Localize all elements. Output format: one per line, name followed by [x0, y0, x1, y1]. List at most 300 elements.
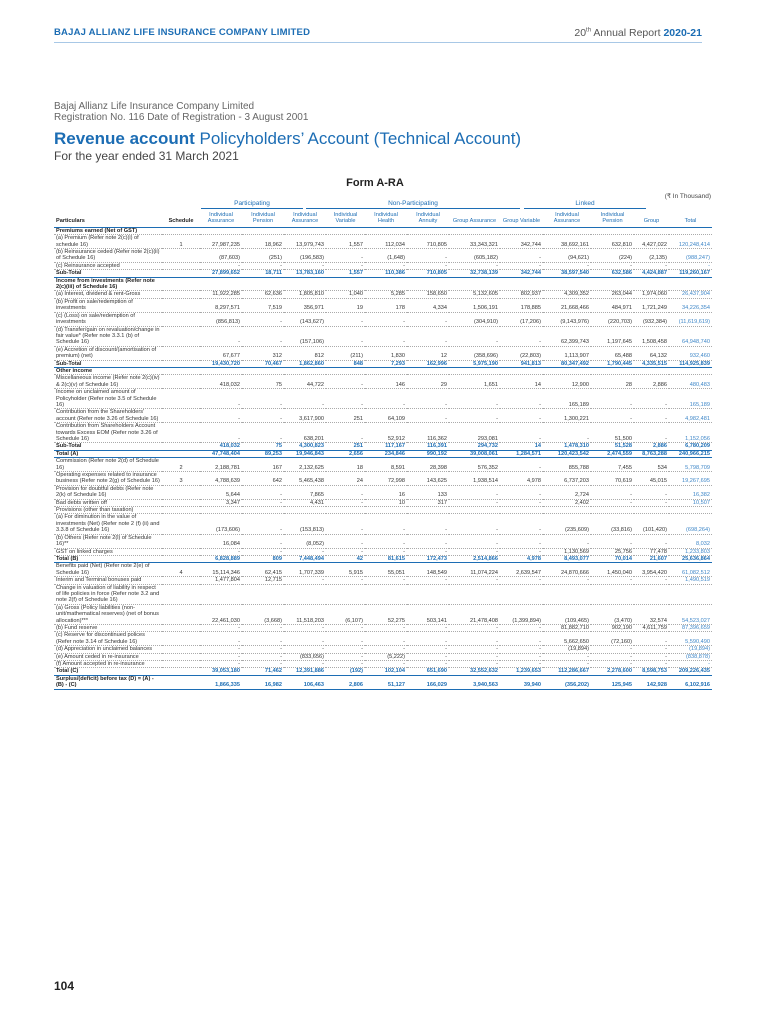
table-cell: - [449, 548, 500, 555]
table-cell: 114,925,839 [669, 360, 712, 367]
table-cell: 5,798,709 [669, 458, 712, 472]
table-cell: - [407, 646, 449, 653]
row-schedule [162, 653, 200, 660]
row-schedule [162, 450, 200, 457]
row-label: Contribution from Shareholders Account towards Excess EOM (Refer note 3.26 of Schedule 16) [54, 423, 162, 443]
table-cell [669, 584, 712, 604]
table-cell: 45,015 [634, 472, 669, 486]
table-cell: 10 [365, 499, 407, 506]
table-cell: 70,014 [591, 555, 634, 562]
table-cell: 802,937 [500, 291, 543, 298]
table-row [54, 555, 712, 562]
table-cell: 7,448,494 [284, 555, 326, 562]
table-cell: - [326, 632, 365, 646]
col-header: Individual Assurance [200, 212, 242, 227]
table-cell: - [449, 534, 500, 548]
table-cell [449, 367, 500, 374]
row-label: Total (C) [54, 668, 162, 675]
table-cell: - [449, 262, 500, 269]
table-cell: 1,508,458 [634, 326, 669, 346]
table-cell: 47,748,404 [200, 450, 242, 457]
table-cell: - [284, 577, 326, 584]
table-cell: - [591, 577, 634, 584]
table-cell: (11,619,619) [669, 312, 712, 326]
row-schedule [162, 485, 200, 499]
table-cell: 89,253 [242, 450, 284, 457]
table-cell: - [591, 661, 634, 668]
table-cell: - [634, 632, 669, 646]
table-cell: 312 [242, 346, 284, 360]
table-cell: 39,008,061 [449, 450, 500, 457]
table-cell: 855,788 [543, 458, 591, 472]
table-cell: 18,962 [242, 235, 284, 249]
table-row [54, 661, 712, 668]
table-cell: 116,362 [407, 423, 449, 443]
table-cell: - [500, 577, 543, 584]
table-cell: 342,744 [500, 270, 543, 277]
table-cell: 1,284,571 [500, 450, 543, 457]
table-cell: 120,423,542 [543, 450, 591, 457]
table-cell: - [326, 485, 365, 499]
row-label: (b) Fund reserve [54, 624, 162, 631]
table-cell: 12,391,886 [284, 668, 326, 675]
row-schedule [162, 367, 200, 374]
table-cell: - [242, 312, 284, 326]
table-cell: - [326, 249, 365, 263]
table-cell: 1,862,860 [284, 360, 326, 367]
table-cell: 5,662,650 [543, 632, 591, 646]
table-cell: 165,189 [669, 389, 712, 409]
table-cell: 112,034 [365, 235, 407, 249]
table-cell: - [326, 646, 365, 653]
header-report-title: 20th Annual Report 2020-21 [574, 27, 702, 39]
table-cell: - [591, 499, 634, 506]
table-cell: 1,506,191 [449, 298, 500, 312]
table-cell: 64,109 [365, 409, 407, 423]
table-cell: 1,938,514 [449, 472, 500, 486]
row-schedule [162, 312, 200, 326]
table-cell: 77,478 [634, 548, 669, 555]
table-cell: 21,478,408 [449, 604, 500, 624]
table-cell: 15,114,346 [200, 563, 242, 577]
table-cell: 3,954,420 [634, 563, 669, 577]
table-cell: - [449, 409, 500, 423]
table-cell: 67,677 [200, 346, 242, 360]
table-cell: - [284, 389, 326, 409]
group-linked: Linked [524, 200, 646, 209]
table-cell: - [365, 389, 407, 409]
table-cell: 1,197,645 [591, 326, 634, 346]
table-row [54, 277, 712, 291]
table-cell: 110,386 [365, 270, 407, 277]
table-cell [284, 584, 326, 604]
table-cell: 12,715 [242, 577, 284, 584]
table-cell: - [449, 624, 500, 631]
table-cell: - [326, 624, 365, 631]
row-schedule [162, 375, 200, 389]
table-row [54, 409, 712, 423]
table-cell: 1,300,221 [543, 409, 591, 423]
table-cell: (251) [242, 249, 284, 263]
table-cell: 133 [407, 485, 449, 499]
row-label: (c) (Loss) on sale/redemption of investments [54, 312, 162, 326]
table-cell: 5,644 [200, 485, 242, 499]
row-label: Provision for doubtful debts (Refer note 2(k) of Schedule 16) [54, 485, 162, 499]
table-cell: 7,519 [242, 298, 284, 312]
row-label: (b) Profit on sale/redemption of investments [54, 298, 162, 312]
table-cell: 263,044 [591, 291, 634, 298]
col-header: Individual Health [365, 212, 407, 227]
table-cell: (157,106) [284, 326, 326, 346]
table-cell [591, 367, 634, 374]
row-schedule [162, 661, 200, 668]
table-cell: 8,032 [669, 534, 712, 548]
table-cell: 1,450,040 [591, 563, 634, 577]
table-cell: - [500, 249, 543, 263]
table-cell: 29 [407, 375, 449, 389]
table-row [54, 443, 712, 450]
table-cell: 34,226,354 [669, 298, 712, 312]
table-cell: - [407, 548, 449, 555]
table-row [54, 270, 712, 277]
table-cell: 167 [242, 458, 284, 472]
table-cell [284, 507, 326, 514]
table-cell: 62,636 [242, 291, 284, 298]
table-cell: 11,074,224 [449, 563, 500, 577]
table-cell: - [407, 577, 449, 584]
table-cell: - [326, 548, 365, 555]
table-cell: 1,651 [449, 375, 500, 389]
table-cell [500, 584, 543, 604]
table-cell: 81,882,710 [543, 624, 591, 631]
table-cell: - [407, 409, 449, 423]
table-cell: (2,135) [634, 249, 669, 263]
table-cell [407, 584, 449, 604]
table-cell: 638,201 [284, 423, 326, 443]
table-cell: 38,597,540 [543, 270, 591, 277]
group-non-participating: Non-Participating [306, 200, 520, 209]
table-cell [669, 277, 712, 291]
table-cell: 710,805 [407, 270, 449, 277]
table-cell: 62,399,743 [543, 326, 591, 346]
table-cell: 651,690 [407, 668, 449, 675]
table-cell: 5,132,605 [449, 291, 500, 298]
table-cell: 6,828,889 [200, 555, 242, 562]
table-cell: (72,160) [591, 632, 634, 646]
table-cell [242, 507, 284, 514]
table-cell: (988,247) [669, 249, 712, 263]
table-cell: 356,971 [284, 298, 326, 312]
table-cell: 4,334 [407, 298, 449, 312]
table-cell [669, 507, 712, 514]
row-schedule [162, 326, 200, 346]
row-schedule [162, 298, 200, 312]
table-cell: 27,987,235 [200, 235, 242, 249]
table-cell: 4,424,887 [634, 270, 669, 277]
table-cell: - [242, 389, 284, 409]
row-label: Income on unclaimed amount of Policyholder (Refer note 3.5 of Schedule 16) [54, 389, 162, 409]
table-cell [365, 227, 407, 234]
row-label: Benefits paid (Net) (Refer note 2(e) of Schedule 16) [54, 563, 162, 577]
table-cell: 2,514,866 [449, 555, 500, 562]
table-cell: 2,724 [543, 485, 591, 499]
table-cell: - [591, 653, 634, 660]
table-cell: 1,040 [326, 291, 365, 298]
table-cell: - [591, 534, 634, 548]
table-cell: 812 [284, 346, 326, 360]
table-cell [500, 277, 543, 291]
table-cell [634, 584, 669, 604]
table-row [54, 675, 712, 689]
table-cell: 13,783,160 [284, 270, 326, 277]
table-cell [500, 507, 543, 514]
table-cell: - [634, 499, 669, 506]
page-header [0, 0, 768, 60]
col-header: Schedule [162, 212, 200, 227]
table-cell: 5,975,190 [449, 360, 500, 367]
table-cell: - [500, 389, 543, 409]
table-cell: (8,052) [284, 534, 326, 548]
table-cell: 534 [634, 458, 669, 472]
table-cell: - [365, 632, 407, 646]
table-cell: - [200, 326, 242, 346]
table-cell: 16,084 [200, 534, 242, 548]
table-cell: - [500, 423, 543, 443]
table-cell: 32,574 [634, 604, 669, 624]
table-cell: 1,721,249 [634, 298, 669, 312]
table-cell: 8,591 [365, 458, 407, 472]
table-cell: (101,420) [634, 514, 669, 534]
table-cell: - [407, 249, 449, 263]
table-cell: - [634, 577, 669, 584]
table-cell: - [500, 458, 543, 472]
table-cell [326, 227, 365, 234]
table-cell: - [634, 653, 669, 660]
table-cell: (356,202) [543, 675, 591, 689]
table-cell: 28,398 [407, 458, 449, 472]
table-row [54, 604, 712, 624]
table-cell: 4,978 [500, 555, 543, 562]
table-cell: 4,300,823 [284, 443, 326, 450]
table-cell: - [500, 262, 543, 269]
table-cell: - [500, 632, 543, 646]
row-label: Provisions (other than taxation) [54, 507, 162, 514]
table-cell: 12,900 [543, 375, 591, 389]
table-cell: - [500, 326, 543, 346]
table-cell: 902,190 [591, 624, 634, 631]
row-label: GST on linked charges [54, 548, 162, 555]
table-cell: 44,722 [284, 375, 326, 389]
table-cell: - [365, 624, 407, 631]
table-row [54, 235, 712, 249]
table-cell: 61,082,512 [669, 563, 712, 577]
table-cell: 576,352 [449, 458, 500, 472]
table-cell: (358,696) [449, 346, 500, 360]
page-number: 104 [54, 979, 75, 993]
row-label: (e) Amount ceded in re-insurance [54, 653, 162, 660]
table-cell: - [543, 661, 591, 668]
table-cell: - [449, 661, 500, 668]
table-cell: - [543, 423, 591, 443]
table-cell: - [543, 534, 591, 548]
table-cell: 166,029 [407, 675, 449, 689]
table-cell: - [500, 499, 543, 506]
table-cell: - [242, 514, 284, 534]
table-cell: - [200, 661, 242, 668]
table-cell: 809 [242, 555, 284, 562]
table-cell: 8,763,288 [634, 450, 669, 457]
row-schedule [162, 360, 200, 367]
row-schedule [162, 346, 200, 360]
table-cell: 710,805 [407, 235, 449, 249]
table-cell: - [365, 514, 407, 534]
table-cell: 6,102,916 [669, 675, 712, 689]
row-schedule [162, 389, 200, 409]
table-cell [449, 584, 500, 604]
table-cell: 25,756 [591, 548, 634, 555]
table-cell: 142,928 [634, 675, 669, 689]
row-schedule [162, 514, 200, 534]
row-label: Surplus/(deficit) before tax (D) = (A) - (B) - (C) [54, 675, 162, 689]
table-row [54, 360, 712, 367]
table-cell: - [242, 534, 284, 548]
header-company-name: BAJAJ ALLIANZ LIFE INSURANCE COMPANY LIMITED [54, 27, 311, 38]
table-cell: 1,477,804 [200, 577, 242, 584]
table-cell: 54,523,027 [669, 604, 712, 624]
table-row [54, 389, 712, 409]
table-cell [669, 227, 712, 234]
table-cell: 2,402 [543, 499, 591, 506]
table-cell: 75 [242, 375, 284, 389]
table-cell: - [242, 661, 284, 668]
table-cell: - [365, 548, 407, 555]
table-cell [326, 507, 365, 514]
table-cell: - [591, 485, 634, 499]
table-cell: 2,132,625 [284, 458, 326, 472]
table-cell [200, 367, 242, 374]
row-label: Total (A) [54, 450, 162, 457]
row-label: Operating expenses related to insurance business (Refer note 2(g) of Schedule 16) [54, 472, 162, 486]
table-cell: 3,347 [200, 499, 242, 506]
table-cell: (109,465) [543, 604, 591, 624]
table-cell [242, 277, 284, 291]
table-cell: - [449, 326, 500, 346]
table-cell: - [242, 499, 284, 506]
table-cell: 117,167 [365, 443, 407, 450]
table-cell: - [242, 632, 284, 646]
table-cell: 13,979,743 [284, 235, 326, 249]
table-cell: - [284, 262, 326, 269]
row-label: Sub-Total [54, 270, 162, 277]
row-label: (e) Accretion of discount/(amortisation of premium) (net) [54, 346, 162, 360]
table-cell: 32,738,139 [449, 270, 500, 277]
table-row [54, 262, 712, 269]
table-cell: - [669, 661, 712, 668]
table-cell: 52,275 [365, 604, 407, 624]
table-cell: 21,607 [634, 555, 669, 562]
table-row [54, 458, 712, 472]
row-label: (d) Appreciation in unclaimed balances [54, 646, 162, 653]
table-cell: (19,894) [669, 646, 712, 653]
table-cell [591, 507, 634, 514]
table-cell: 18,711 [242, 270, 284, 277]
table-cell: 178 [365, 298, 407, 312]
table-cell: (6,107) [326, 604, 365, 624]
table-cell [242, 367, 284, 374]
table-cell [449, 277, 500, 291]
table-cell: (856,813) [200, 312, 242, 326]
table-cell: 2,474,559 [591, 450, 634, 457]
table-cell: 71,462 [242, 668, 284, 675]
table-cell: 52,912 [365, 423, 407, 443]
table-cell: 19 [326, 298, 365, 312]
table-cell: 70,467 [242, 360, 284, 367]
table-cell: 19,946,843 [284, 450, 326, 457]
table-cell: - [284, 646, 326, 653]
table-cell: - [449, 499, 500, 506]
table-cell: 1,490,519 [669, 577, 712, 584]
table-cell: 317 [407, 499, 449, 506]
table-cell: 2,886 [634, 375, 669, 389]
row-label: (d) Transfer/gain on revaluation/change in fair value* (Refer note 3.3.1 (b) of Schedule 16) [54, 326, 162, 346]
table-cell: 8,297,571 [200, 298, 242, 312]
col-header: Group [634, 212, 669, 227]
table-row [54, 298, 712, 312]
table-cell: 125,945 [591, 675, 634, 689]
table-cell: 1,557 [326, 270, 365, 277]
row-schedule [162, 604, 200, 624]
table-cell: - [326, 326, 365, 346]
table-cell: - [634, 423, 669, 443]
table-cell: - [407, 262, 449, 269]
table-cell: (153,813) [284, 514, 326, 534]
table-cell: 932,460 [669, 346, 712, 360]
table-cell: 18 [326, 458, 365, 472]
table-cell: - [365, 577, 407, 584]
table-cell: - [326, 262, 365, 269]
table-cell: (833,656) [284, 653, 326, 660]
table-row [54, 326, 712, 346]
table-cell: 24,870,666 [543, 563, 591, 577]
row-schedule [162, 534, 200, 548]
table-cell: 7,865 [284, 485, 326, 499]
row-label: Contribution from the Shareholders' account (Refer note 3.26 of Schedule 16) [54, 409, 162, 423]
table-cell: 4,788,639 [200, 472, 242, 486]
row-schedule [162, 548, 200, 555]
table-cell: 70,619 [591, 472, 634, 486]
table-cell: 240,966,215 [669, 450, 712, 457]
table-cell: - [242, 326, 284, 346]
table-cell: 27,899,652 [200, 270, 242, 277]
table-cell: 5,915 [326, 563, 365, 577]
table-cell: 632,810 [591, 235, 634, 249]
table-row [54, 485, 712, 499]
row-schedule: 2 [162, 458, 200, 472]
table-cell: - [326, 661, 365, 668]
table-cell: 418,032 [200, 443, 242, 450]
table-cell: - [365, 661, 407, 668]
table-cell [365, 507, 407, 514]
table-cell: - [242, 624, 284, 631]
table-cell: 1,152,056 [669, 423, 712, 443]
row-schedule [162, 584, 200, 604]
row-label: (a) Interest, dividend & rent-Gross [54, 291, 162, 298]
form-title: Form A-RA [346, 177, 404, 189]
unit-note: (₹ In Thousand) [664, 193, 711, 200]
table-cell [242, 584, 284, 604]
table-cell: 64,948,740 [669, 326, 712, 346]
row-schedule [162, 262, 200, 269]
